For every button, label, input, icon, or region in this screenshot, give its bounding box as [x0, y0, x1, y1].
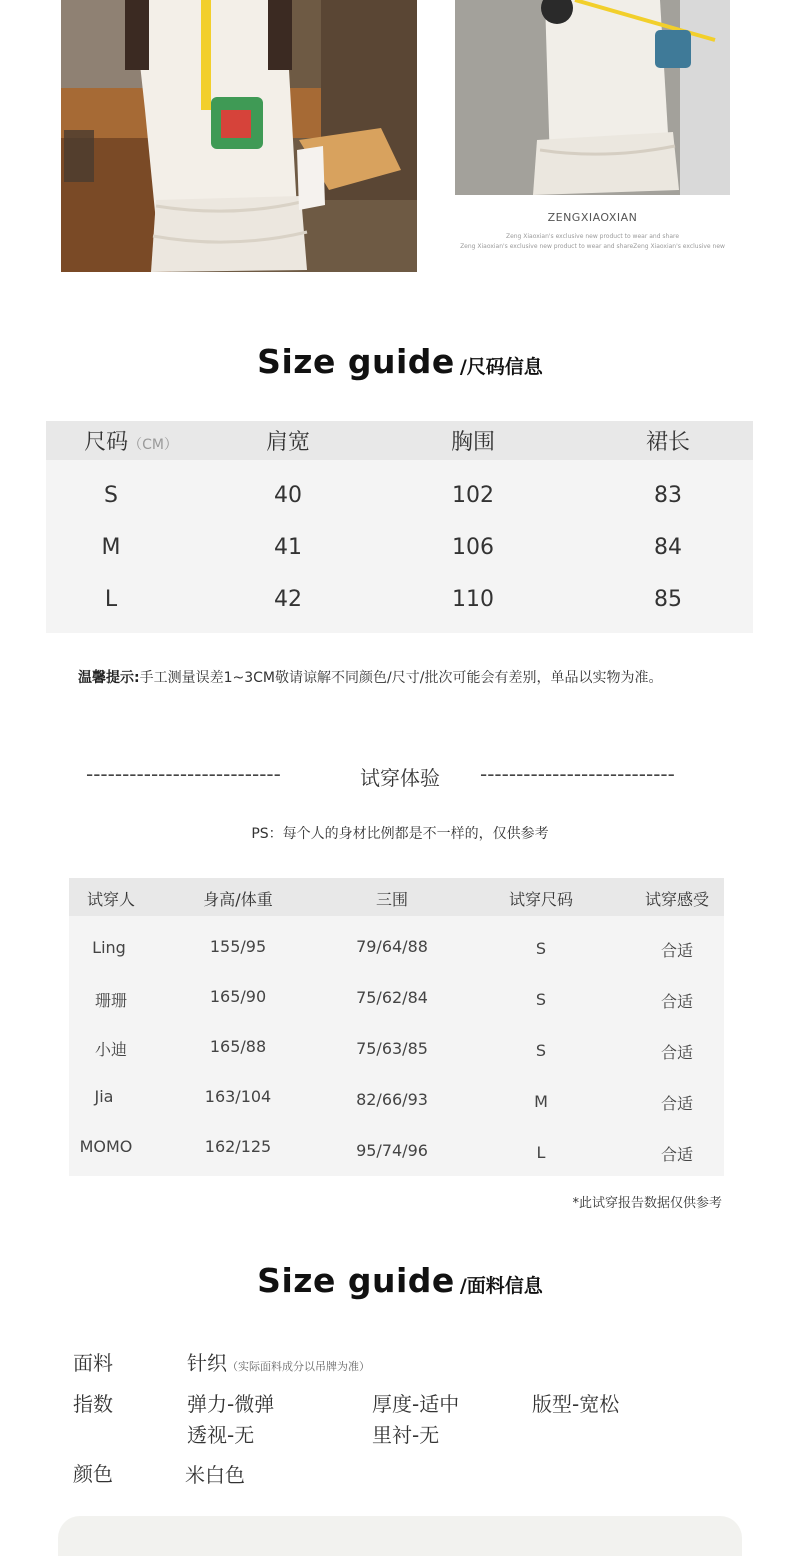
product-photo-right [455, 0, 730, 195]
header-feel: 试穿感受 [644, 890, 710, 909]
sheerness-value: 透视-无 [187, 1423, 255, 1447]
hw-cell: 163/104 [204, 1087, 272, 1106]
fabric-subtitle: /面料信息 [459, 1275, 543, 1297]
size-table [46, 421, 753, 633]
notice-label: 温馨提示: [78, 670, 140, 686]
header-shoulder: 肩宽 [265, 430, 311, 455]
material-label: 面料 [73, 1351, 113, 1375]
shoulder-cell: 40 [274, 483, 302, 508]
size-cell: S [535, 990, 547, 1009]
size-guide-subtitle: /尺码信息 [459, 356, 543, 378]
length-cell: 85 [654, 587, 682, 612]
hw-cell: 162/125 [204, 1137, 272, 1156]
length-cell: 84 [654, 535, 682, 560]
divider-left: --------------------------- [86, 762, 281, 786]
header-measurements: 三围 [375, 890, 409, 909]
brand-name: ZENGXIAOXIAN [547, 211, 638, 224]
color-label: 颜色 [73, 1462, 113, 1486]
fabric-heading [0, 1261, 800, 1300]
measure-cell: 95/74/96 [356, 1141, 428, 1160]
notice-text: 手工测量误差1~3CM敬请谅解不同颜色/尺寸/批次可能会有差别，单品以实物为准。 [139, 670, 663, 686]
fit-value: 版型-宽松 [532, 1392, 620, 1416]
color-value: 米白色 [185, 1463, 245, 1487]
hw-cell: 155/95 [209, 937, 267, 956]
brand-tagline-repeat: Zeng Xiaoxian's exclusive new product to wear and shareZeng Xiaoxian's exclusive new [460, 243, 725, 250]
try-on-note: PS：每个人的身材比例都是不一样的，仅供参考 [251, 826, 549, 842]
try-on-table [69, 878, 724, 1176]
size-cell: S [104, 483, 118, 508]
person-cell: 珊珊 [94, 991, 128, 1010]
material-value: 针织（实际面料成分以吊牌为准） [187, 1351, 370, 1375]
thickness-value: 厚度-适中 [372, 1392, 460, 1416]
feel-cell: 合适 [660, 992, 694, 1011]
header-try-size: 试穿尺码 [508, 890, 574, 909]
lining-value: 里衬-无 [372, 1423, 440, 1447]
feel-cell: 合适 [660, 1094, 694, 1113]
measure-cell: 75/62/84 [356, 988, 428, 1007]
measure-cell: 82/66/93 [356, 1090, 428, 1109]
person-cell: 小迪 [94, 1040, 128, 1059]
feel-cell: 合适 [660, 941, 694, 960]
length-cell: 83 [654, 483, 682, 508]
hw-cell: 165/88 [209, 1037, 267, 1056]
header-length: 裙长 [645, 430, 691, 455]
elasticity-value: 弹力-微弹 [187, 1392, 275, 1416]
size-cell: M [534, 1092, 548, 1111]
hw-cell: 165/90 [209, 987, 267, 1006]
product-photo-bottom [58, 1516, 742, 1556]
header-person: 试穿人 [86, 890, 136, 909]
material-note: （实际面料成分以吊牌为准） [227, 1360, 370, 1373]
person-cell: MOMO [79, 1137, 133, 1156]
measure-cell: 79/64/88 [356, 937, 428, 956]
try-on-title: 试穿体验 [360, 766, 440, 790]
size-guide-heading [0, 342, 800, 381]
header-bust: 胸围 [450, 430, 496, 455]
index-label: 指数 [73, 1392, 113, 1416]
measurement-notice [78, 667, 662, 687]
divider-right: --------------------------- [480, 762, 675, 786]
size-cell: M [101, 535, 121, 560]
feel-cell: 合适 [660, 1145, 694, 1164]
shoulder-cell: 41 [274, 535, 302, 560]
measure-cell: 75/63/85 [356, 1039, 428, 1058]
shoulder-cell: 42 [274, 587, 302, 612]
fabric-title: Size guide [257, 1261, 455, 1300]
person-cell: Jia [94, 1087, 114, 1106]
try-on-footnote: *此试穿报告数据仅供参考 [572, 1196, 722, 1211]
size-cell: L [536, 1143, 546, 1162]
brand-tagline: Zeng Xiaoxian's exclusive new product to wear and share [505, 233, 680, 240]
header-height-weight: 身高/体重 [203, 890, 273, 909]
header-size: 尺码（CM） [84, 430, 178, 455]
header-unit: （CM） [128, 437, 178, 453]
bust-cell: 110 [452, 587, 494, 612]
size-table-header [46, 421, 753, 460]
size-cell: L [104, 587, 118, 612]
try-on-table-header [69, 878, 724, 916]
feel-cell: 合适 [660, 1043, 694, 1062]
person-cell: Ling [92, 938, 126, 957]
size-cell: S [535, 1041, 547, 1060]
size-cell: S [535, 939, 547, 958]
size-guide-title: Size guide [257, 342, 455, 381]
product-photo-left [61, 0, 417, 272]
bust-cell: 106 [452, 535, 494, 560]
bust-cell: 102 [452, 483, 494, 508]
